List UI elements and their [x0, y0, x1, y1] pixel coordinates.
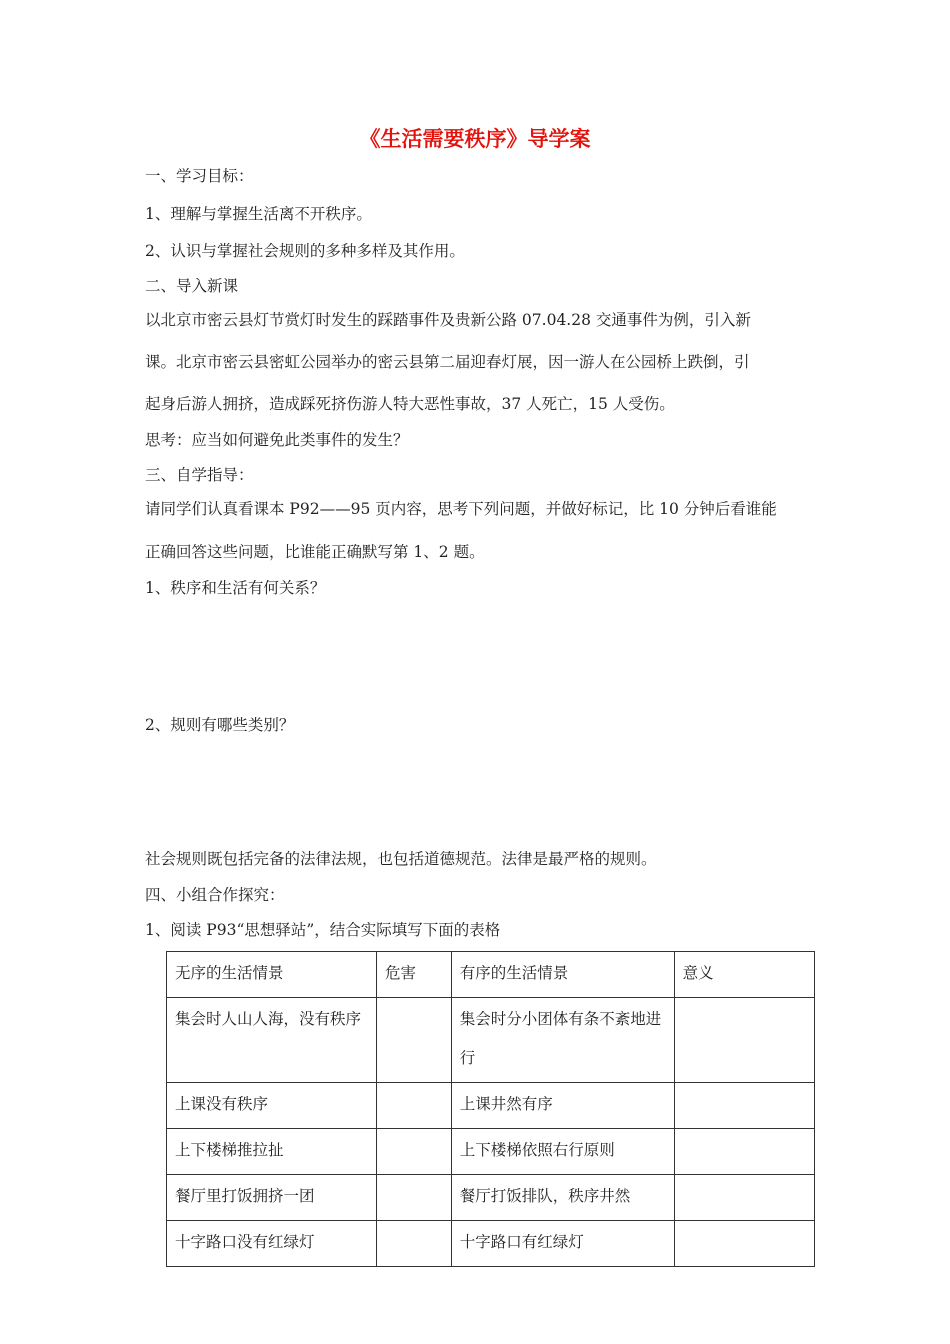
- table-cell: 餐厅里打饭拥挤一团: [167, 1175, 377, 1221]
- intro-heading: 二、导入新课: [145, 277, 239, 295]
- table-header-cell: 危害: [377, 952, 452, 998]
- table-cell: 上课井然有序: [451, 1083, 674, 1129]
- table-cell: [377, 998, 452, 1083]
- table-row: [167, 1175, 815, 1221]
- table-cell: [674, 1175, 814, 1221]
- table-header-cell: 无序的生活情景: [167, 952, 377, 998]
- rules-note: 社会规则既包括完备的法律法规，也包括道德规范。法律是最严格的规则。: [145, 850, 657, 868]
- table-cell: 上下楼梯推拉扯: [167, 1129, 377, 1175]
- table-cell: 上下楼梯依照右行原则: [451, 1129, 674, 1175]
- question-1: 1、秩序和生活有何关系？: [145, 579, 326, 597]
- table-cell: [674, 1221, 814, 1267]
- self-study-heading: 三、自学指导：: [145, 466, 254, 484]
- table-row: [167, 1221, 815, 1267]
- table-cell: [674, 998, 814, 1083]
- table-cell: [377, 1129, 452, 1175]
- table-row: [167, 1083, 815, 1129]
- question-2: 2、规则有哪些类别？: [145, 716, 295, 734]
- table-cell: [674, 1083, 814, 1129]
- table-cell: [377, 1175, 452, 1221]
- goals-heading: 一、学习目标：: [145, 167, 254, 185]
- table-row: [167, 1129, 815, 1175]
- table-cell: [377, 1083, 452, 1129]
- intro-line-3: 起身后游人拥挤，造成踩死挤伤游人特大恶性事故，37 人死亡，15 人受伤。: [145, 395, 675, 413]
- table-header-row: [167, 952, 815, 998]
- goal-2: 2、认识与掌握社会规则的多种多样及其作用。: [145, 242, 465, 260]
- table-header-cell: 意义: [674, 952, 814, 998]
- think-question: 思考：应当如何避免此类事件的发生？: [145, 431, 409, 449]
- table-cell: 十字路口没有红绿灯: [167, 1221, 377, 1267]
- table-cell: [674, 1129, 814, 1175]
- table-row: [167, 998, 815, 1083]
- self-study-line-2: 正确回答这些问题，比谁能正确默写第 1、2 题。: [145, 543, 485, 561]
- goal-1: 1、理解与掌握生活离不开秩序。: [145, 205, 372, 223]
- table-cell: 集会时分小团体有条不紊地进行: [451, 998, 674, 1083]
- self-study-line-1: 请同学们认真看课本 P92——95 页内容，思考下列问题，并做好标记，比 10 分钟后看谁能: [145, 500, 777, 518]
- intro-line-1: 以北京市密云县灯节赏灯时发生的踩踏事件及贵新公路 07.04.28 交通事件为例，引入新: [145, 311, 751, 329]
- table-cell: 上课没有秩序: [167, 1083, 377, 1129]
- table-cell: 十字路口有红绿灯: [451, 1221, 674, 1267]
- table-header-cell: 有序的生活情景: [451, 952, 674, 998]
- table-cell: [377, 1221, 452, 1267]
- page-title: 《生活需要秩序》导学案: [359, 127, 591, 151]
- situation-table: [166, 951, 815, 1267]
- intro-line-2: 课。北京市密云县密虹公园举办的密云县第二届迎春灯展，因一游人在公园桥上跌倒，引: [145, 353, 750, 371]
- table-cell: 集会时人山人海，没有秩序: [167, 998, 377, 1083]
- group-task: 1、阅读 P93“思想驿站”，结合实际填写下面的表格: [145, 921, 501, 939]
- table-cell: 餐厅打饭排队，秩序井然: [451, 1175, 674, 1221]
- group-heading: 四、小组合作探究：: [145, 886, 285, 904]
